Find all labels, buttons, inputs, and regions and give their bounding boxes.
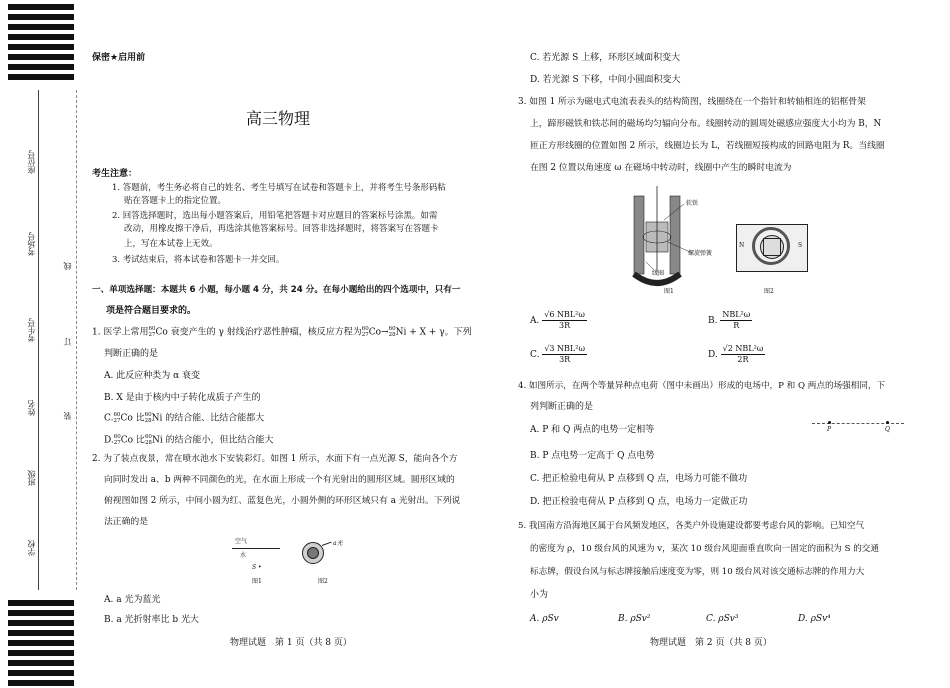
q4-option-c: C. 把正检验电荷从 P 点移到 Q 点，电场力可能不做功	[530, 474, 748, 484]
q3-option-b: B. $\frac{\text{NBL²ω}}{R}$	[708, 310, 751, 330]
point-q-dot	[886, 421, 889, 424]
q1-stem: 1. 医学上常用60 27Co 衰变产生的 γ 射线治疗恶性肿瘤，核反应方程为60 27Co→60 28Ni + X + γ。下列	[92, 326, 472, 338]
q2-option-b: B. a 光折射率比 b 光大	[104, 615, 200, 625]
square-coil	[763, 238, 781, 256]
q4-option-d: D. 把正检验电荷从 P 点移到 Q 点，电场力一定做正功	[530, 497, 748, 507]
notice-heading: 考生注意：	[92, 169, 138, 179]
q3-stem: 在图 2 位置以角速度 ω 在磁场中转动时，线圈中产生的瞬时电流为	[530, 163, 792, 173]
a-light-label: a光	[333, 540, 343, 547]
notice-item: 3. 考试结束后，将本试卷和答题卡一并交回。	[112, 255, 285, 265]
binding-mark-line: 线	[63, 262, 72, 270]
q2-figure-2	[298, 536, 358, 586]
ammeter-structure-drawing	[626, 182, 716, 297]
q5-option-d: D. ρSv⁴	[798, 614, 831, 624]
q3-option-d: D. $\frac{\text{√2 NBL²ω}}{2R}$	[708, 344, 764, 364]
page-title: 高三物理	[246, 109, 311, 128]
q2-option-a: A. a 光为蓝光	[104, 595, 161, 605]
soft-iron-label: 软铁	[686, 200, 699, 207]
binding-dash-line	[76, 90, 77, 590]
binding-mark-order: 订	[63, 338, 72, 346]
south-pole-label: S	[798, 242, 803, 249]
coil-label: 线圈	[652, 270, 665, 277]
label-school: 学校	[27, 540, 36, 556]
notice-item: 上，写在本试卷上无效。	[124, 239, 218, 249]
q5-stem: 5. 我国南方沿海地区属于台风频发地区，各类户外设施建设都要考虑台风的影响。已知空气	[518, 521, 865, 531]
binding-mark-bind: 装	[63, 412, 72, 420]
q2-stem: 向同时发出 a、b 两种不同颜色的光，在水面上形成一个有光射出的圆形区域。圆形区域的	[104, 475, 455, 485]
air-label: 空气	[235, 538, 248, 545]
q3-figure-1	[626, 182, 716, 297]
notice-item: 1. 答题前，考生务必将自己的姓名、考生号填写在试卷和答题卡上，并将考生号条形码粘	[112, 183, 446, 193]
binding-line	[38, 90, 39, 590]
q4-stem: 列判断正确的是	[530, 402, 594, 412]
inner-circle	[307, 547, 319, 559]
point-q-label: Q	[885, 426, 890, 433]
q2-stem: 2. 为了装点夜景，常在喷水池水下安装彩灯。如图 1 所示，水面下有一点光源 S，能向各个方	[92, 454, 458, 464]
fig1-caption: 图1	[252, 578, 262, 585]
a-light-pointer	[322, 542, 332, 546]
q5-option-a: A. ρSv	[530, 614, 559, 624]
section-heading: 一、单项选择题：本题共 6 小题，每小题 4 分，共 24 分。在每小题给出的四个选项中，只有一	[92, 285, 461, 295]
section-heading-cont: 项是符合题目要求的。	[106, 306, 197, 316]
q4-figure	[812, 420, 906, 440]
q4-option-a: A. P 和 Q 两点的电势一定相等	[530, 425, 655, 435]
q2-option-c: C. 若光源 S 上移，环形区域面积变大	[530, 53, 681, 63]
q4-stem: 4. 如图所示，在两个等量异种点电荷（图中未画出）形成的电场中，P 和 Q 两点的场强相同，下	[518, 381, 886, 391]
q4-option-b: B. P 点电势一定高于 Q 点电势	[530, 451, 655, 461]
q5-stem: 的密度为 ρ，10 级台风的风速为 v，某次 10 级台风迎面垂直吹向一固定的面积为 S 的交通	[530, 544, 879, 554]
field-line	[812, 423, 904, 424]
q3-stem: 匝正方形线圈的位置如图 2 所示，线圈边长为 L，若线圈短接构成的回路电阻为 R。当线圈	[530, 141, 885, 151]
q2-figure-1	[232, 536, 282, 586]
q2-stem: 法正确的是	[104, 517, 148, 527]
secret-label: 保密★启用前	[92, 53, 146, 63]
spiral-spring-label: 螺旋弹簧	[688, 250, 713, 257]
q1-stem-cont: 判断正确的是	[104, 349, 159, 359]
q3-stem: 3. 如图 1 所示为磁电式电流表表头的结构简图，线圈绕在一个指针和转轴相连的铝框骨架	[518, 97, 866, 107]
notice-item: 改动，用橡皮擦干净后，再选涂其他答案标号。回答非选择题时，将答案写在答题卡	[124, 224, 439, 234]
label-name: 姓名	[27, 400, 36, 416]
notice-item: 贴在答题卡上的指定位置。	[124, 196, 227, 206]
light-source-label: S •	[252, 564, 262, 571]
label-class: 班级	[27, 470, 36, 486]
q5-option-c: C. ρSv³	[706, 614, 739, 624]
q1-option-b: B. X 是由于核内中子转化成质子产生的	[104, 393, 261, 403]
fig2-caption: 图2	[764, 288, 774, 295]
water-label: 水	[240, 552, 247, 559]
q2-stem: 俯视图如图 2 所示，中间小圆为红、蓝复色光，小圆外侧的环形区域只有 a 光射出。下列说	[104, 496, 461, 506]
notice-item: 2. 回答选择题时，选出每小题答案后，用铅笔把答题卡对应题目的答案标号涂黑。如需	[112, 211, 438, 221]
q1-option-d: D.60 27Co 比60 28Ni 的结合能小，但比结合能大	[104, 434, 274, 446]
q5-stem: 小为	[530, 590, 549, 600]
label-seat: 座位号	[27, 150, 36, 174]
q3-option-a: A. $\frac{\text{√6 NBL²ω}}{3R}$	[530, 310, 585, 330]
q2-option-d: D. 若光源 S 下移，中间小圆面积变大	[530, 75, 681, 85]
fig2-caption: 图2	[318, 578, 328, 585]
fig1-caption: 图1	[664, 288, 674, 295]
q1-option-c: C.60 27Co 比60 28Ni 的结合能、比结合能都大	[104, 412, 265, 424]
point-p-label: P	[827, 426, 832, 433]
q5-option-b: B. ρSv²	[618, 614, 651, 624]
water-surface-line	[232, 548, 280, 549]
footer-left: 物理试题 第 1 页（共 8 页）	[230, 638, 352, 648]
point-p-dot	[828, 421, 831, 424]
q3-figure-2	[736, 224, 808, 296]
q3-option-c: C. $\frac{\text{√3 NBL²ω}}{3R}$	[530, 344, 585, 364]
label-student-id: 考生号	[27, 318, 36, 342]
q5-stem: 标志牌，假设台风与标志牌接触后速度变为零，则 10 级台风对该交通标志牌的作用力大	[530, 567, 865, 577]
north-pole-label: N	[739, 242, 745, 249]
q3-stem: 上，蹄形磁铁和铁芯间的磁场均匀辐向分布。线圈转动的圆周处磁感应强度大小均为 B，N	[530, 119, 882, 129]
q1-option-a: A. 此反应种类为 α 衰变	[104, 371, 201, 381]
label-exam-room: 考场号	[27, 232, 36, 256]
footer-right: 物理试题 第 2 页（共 8 页）	[650, 638, 772, 648]
